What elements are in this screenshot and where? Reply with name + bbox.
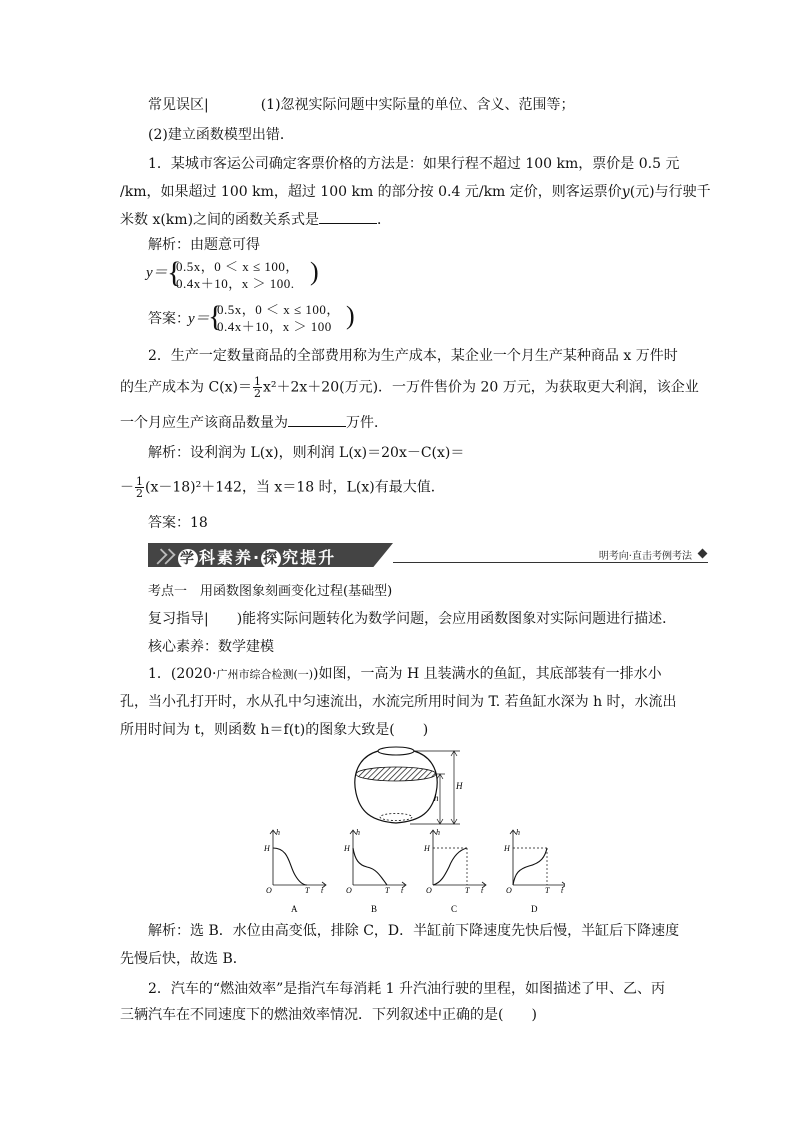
q1-ans-right-paren: ) xyxy=(346,301,355,330)
label-b: B xyxy=(371,904,378,914)
q1-answer-blank xyxy=(319,209,377,224)
q2-solution-line2: － $\frac{1}{2}$ (x－18)²＋142，当 x＝18 时，L(x)有最大值． xyxy=(120,475,445,500)
H-label: H xyxy=(456,781,463,791)
kd1-q2-line1: 2．汽车的“燃油效率”是指汽车每消耗 1 升汽油行驶的里程，如图描述了甲、乙、丙 xyxy=(148,981,666,997)
svg-text:O: O xyxy=(346,886,352,895)
kd1-core: 核心素养：数学建模 xyxy=(148,639,274,655)
banner-subtitle: 明考向·直击考例考法 xyxy=(598,551,692,562)
label-c: C xyxy=(451,904,458,914)
svg-text:h: h xyxy=(276,828,280,837)
kd1-q1-line1: 1．(2020·广州市综合检测(一))如图，一高为 H 且装满水的鱼缸，其底部装有一排水小 xyxy=(148,666,662,682)
svg-text:H: H xyxy=(504,844,510,853)
q2-fraction: $\frac{1}{2}$ xyxy=(253,375,261,400)
svg-text:T: T xyxy=(465,886,470,895)
svg-text:H: H xyxy=(344,844,350,853)
svg-text:O: O xyxy=(426,886,432,895)
q1-line3: 米数 x(km)之间的函数关系式是 ． xyxy=(120,209,391,229)
svg-text:O: O xyxy=(506,886,512,895)
kd1-q2-line2: 三辆汽车在不同速度下的燃油效率情况．下列叙述中正确的是( ) xyxy=(120,1007,537,1023)
q2-line3: 一个月应生产该商品数量为 万件． xyxy=(120,412,388,432)
mistake-1: (1)忽视实际问题中实际量的单位、含义、范围等； xyxy=(260,97,575,113)
fish-tank-figure xyxy=(350,745,470,827)
q2-answer-blank xyxy=(288,412,346,427)
h-label: h xyxy=(434,793,439,803)
q1-left-brace: { xyxy=(167,256,182,289)
svg-text:h: h xyxy=(516,828,520,837)
label-a: A xyxy=(291,904,298,914)
q1-ans-left-brace: { xyxy=(208,300,223,333)
graph-option-b xyxy=(343,828,406,914)
svg-text:T: T xyxy=(545,886,550,895)
curve-c xyxy=(433,848,467,885)
q1-solution-label: 解析：由题意可得 xyxy=(148,237,260,253)
q1-ans-case-2: 0.4x＋10，x ＞ 100 xyxy=(217,319,332,334)
q1-case-2: 0.4x＋10，x ＞ 100. xyxy=(176,276,295,291)
water-surface xyxy=(356,767,436,781)
svg-text:t: t xyxy=(481,886,484,895)
q1-ans-case-1: 0.5x，0 ＜ x ≤ 100， xyxy=(217,302,340,317)
svg-text:t: t xyxy=(321,886,324,895)
svg-text:t: t xyxy=(561,886,564,895)
kd1-q1-line2: 孔，当小孔打开时，水从孔中匀速流出，水流完所用时间为 T. 若鱼缸水深为 h 时，水流出 xyxy=(120,694,677,710)
svg-text:h: h xyxy=(356,828,360,837)
svg-text:t: t xyxy=(401,886,404,895)
svg-text:T: T xyxy=(385,886,390,895)
kd1-q1-line3: 所用时间为 t，则函数 h＝f(t)的图象大致是( ) xyxy=(120,722,429,738)
svg-text:H: H xyxy=(424,844,430,853)
banner-title: 学 科素养· 探 究提升 xyxy=(180,548,337,567)
label-d: D xyxy=(531,904,538,914)
graph-option-d xyxy=(503,828,565,914)
curve-a xyxy=(273,848,307,885)
curve-d xyxy=(513,848,547,885)
svg-text:O: O xyxy=(266,886,272,895)
diamond-icon xyxy=(698,549,708,559)
graph-option-c xyxy=(423,828,486,914)
q1-y-eq: y＝ xyxy=(146,265,168,281)
q1-case-1: 0.5x，0 ＜ x ≤ 100， xyxy=(176,259,299,274)
graph-option-a xyxy=(263,828,326,914)
svg-text:T: T xyxy=(305,886,310,895)
mistakes-heading xyxy=(148,96,575,114)
kd1-guide: 复习指导| )能将实际问题转化为数学问题，会应用函数图象对实际问题进行描述． xyxy=(148,611,677,627)
q1-right-paren: ) xyxy=(310,257,319,286)
svg-text:H: H xyxy=(264,844,270,853)
q2-solution-line1: 解析：设利润为 L(x)，则利润 L(x)＝20x－C(x)＝ xyxy=(148,445,465,461)
q2-sol-fraction: $\frac{1}{2}$ xyxy=(136,475,143,500)
q1-answer-label: 答案： xyxy=(148,311,190,327)
kd1-solution-line2: 先慢后快，故选 B． xyxy=(120,951,247,967)
curve-b xyxy=(353,848,387,885)
section-banner xyxy=(148,543,708,567)
q1-ans-y-eq: y＝ xyxy=(188,311,210,327)
q1-line2: /km，如果超过 100 km，超过 100 km 的部分按 0.4 元/km 定价，则客运票价y(元)与行驶千 xyxy=(120,184,711,200)
q2-line2: 的生产成本为 C(x)＝ $\frac{1}{2}$ x²＋2x＋20(万元)．一万件售价为 20 万元，为获取更大利润，该企业 xyxy=(120,375,699,400)
tank-opening xyxy=(378,747,414,755)
q2-line1: 2．生产一定数量商品的全部费用称为生产成本，某企业一个月生产某种商品 x 万件时 xyxy=(148,348,678,364)
kd1-title: 考点一 用函数图象刻画变化过程(基础型) xyxy=(148,584,393,599)
banner-rule xyxy=(393,562,708,563)
drain-holes xyxy=(380,814,412,821)
kd1-solution-line1: 解析：选 B．水位由高变低，排除 C，D．半缸前下降速度先快后慢，半缸后下降速度 xyxy=(148,923,680,939)
tank-outline xyxy=(355,751,437,823)
mistake-2: (2)建立函数模型出错． xyxy=(148,127,294,143)
option-graphs xyxy=(255,825,565,920)
mistakes-label: 常见误区| xyxy=(148,97,209,113)
svg-text:h: h xyxy=(436,828,440,837)
q1-line1: 1．某城市客运公司确定客票价格的方法是：如果行程不超过 100 km，票价是 0.5 元 xyxy=(148,156,680,172)
q2-answer: 答案：18 xyxy=(148,515,208,531)
